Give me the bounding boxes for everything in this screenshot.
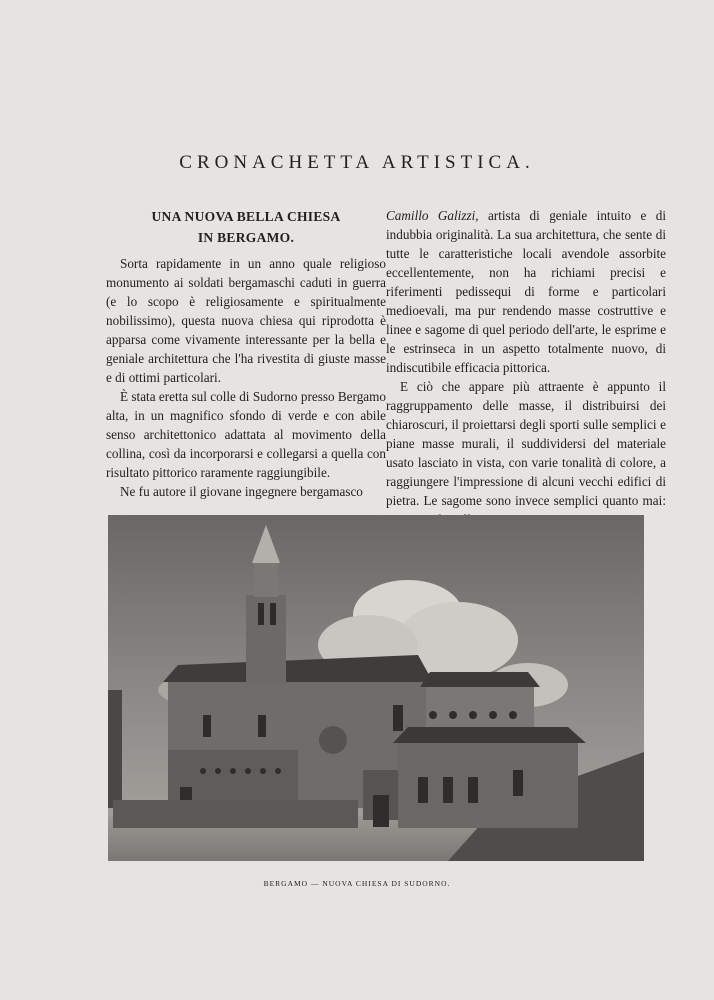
article-title-line-2: IN BERGAMO. [197, 230, 295, 245]
paragraph-5: E ciò che appare più attraente è appunto il raggruppamento delle masse, il distribuirsi dei chiaroscuri, il proiettarsi degli sporti sulle semplici e piane masse murali, il suddividersi del materiale usato lasciato in vista, con varie tonalità di colore, a raggiungere l'impressione di alcuni vecchi edifici di pietra. Le sagome sono invece semplici quanto mai: [386, 379, 666, 508]
article-title-line-1: UNA NUOVA BELLA CHIESA [151, 209, 341, 224]
paragraph-4 [386, 206, 666, 377]
paragraph-2: È stata eretta sul colle di Sudorno presso Bergamo alta, in un magnifico sfondo di verde e con abile senso architettonico adattata al movimento della collina, così da incorporarsi e collegarsi a quella con risultato pittorico raramente raggiungibile. [106, 389, 386, 480]
author-name: Camillo Galizzi, [386, 208, 479, 223]
left-column [106, 206, 386, 501]
page-title: CRONACHETTA ARTISTICA. [179, 152, 535, 173]
photo-caption: BERGAMO — NUOVA CHIESA DI SUDORNO. [263, 879, 451, 888]
paragraph-1: Sorta rapidamente in un anno quale religioso monumento ai soldati bergamaschi caduti in guerra (e lo scopo è religiosamente e spiritualmente nobilissimo), questa nuova chiesa qui riprodotta è apparsa come vivamente interessante per la bella e geniale architettura che l'ha rivestita di giuste masse e di ottimi particolari. [106, 256, 386, 385]
right-column [386, 206, 666, 529]
paragraph-4-text: artista di geniale intuito e di indubbia originalità. La sua architettura, che sente di tutte le caratteristiche locali avendole assorbite eccellentemente, non ha richiami precisi e riferimenti pedissequi di forme e particolari medioevali, ma pur rendendo masse costruttive e linee e sagome di quel periodo dell'arte, le esprime e le estrinseca in un aspetto totalmente nuovo, di indiscutibile efficacia pittorica. [386, 208, 666, 375]
article-title [106, 206, 386, 248]
church-photo [108, 515, 644, 861]
paragraph-3: Ne fu autore il giovane ingegnere bergamasco [120, 484, 363, 499]
